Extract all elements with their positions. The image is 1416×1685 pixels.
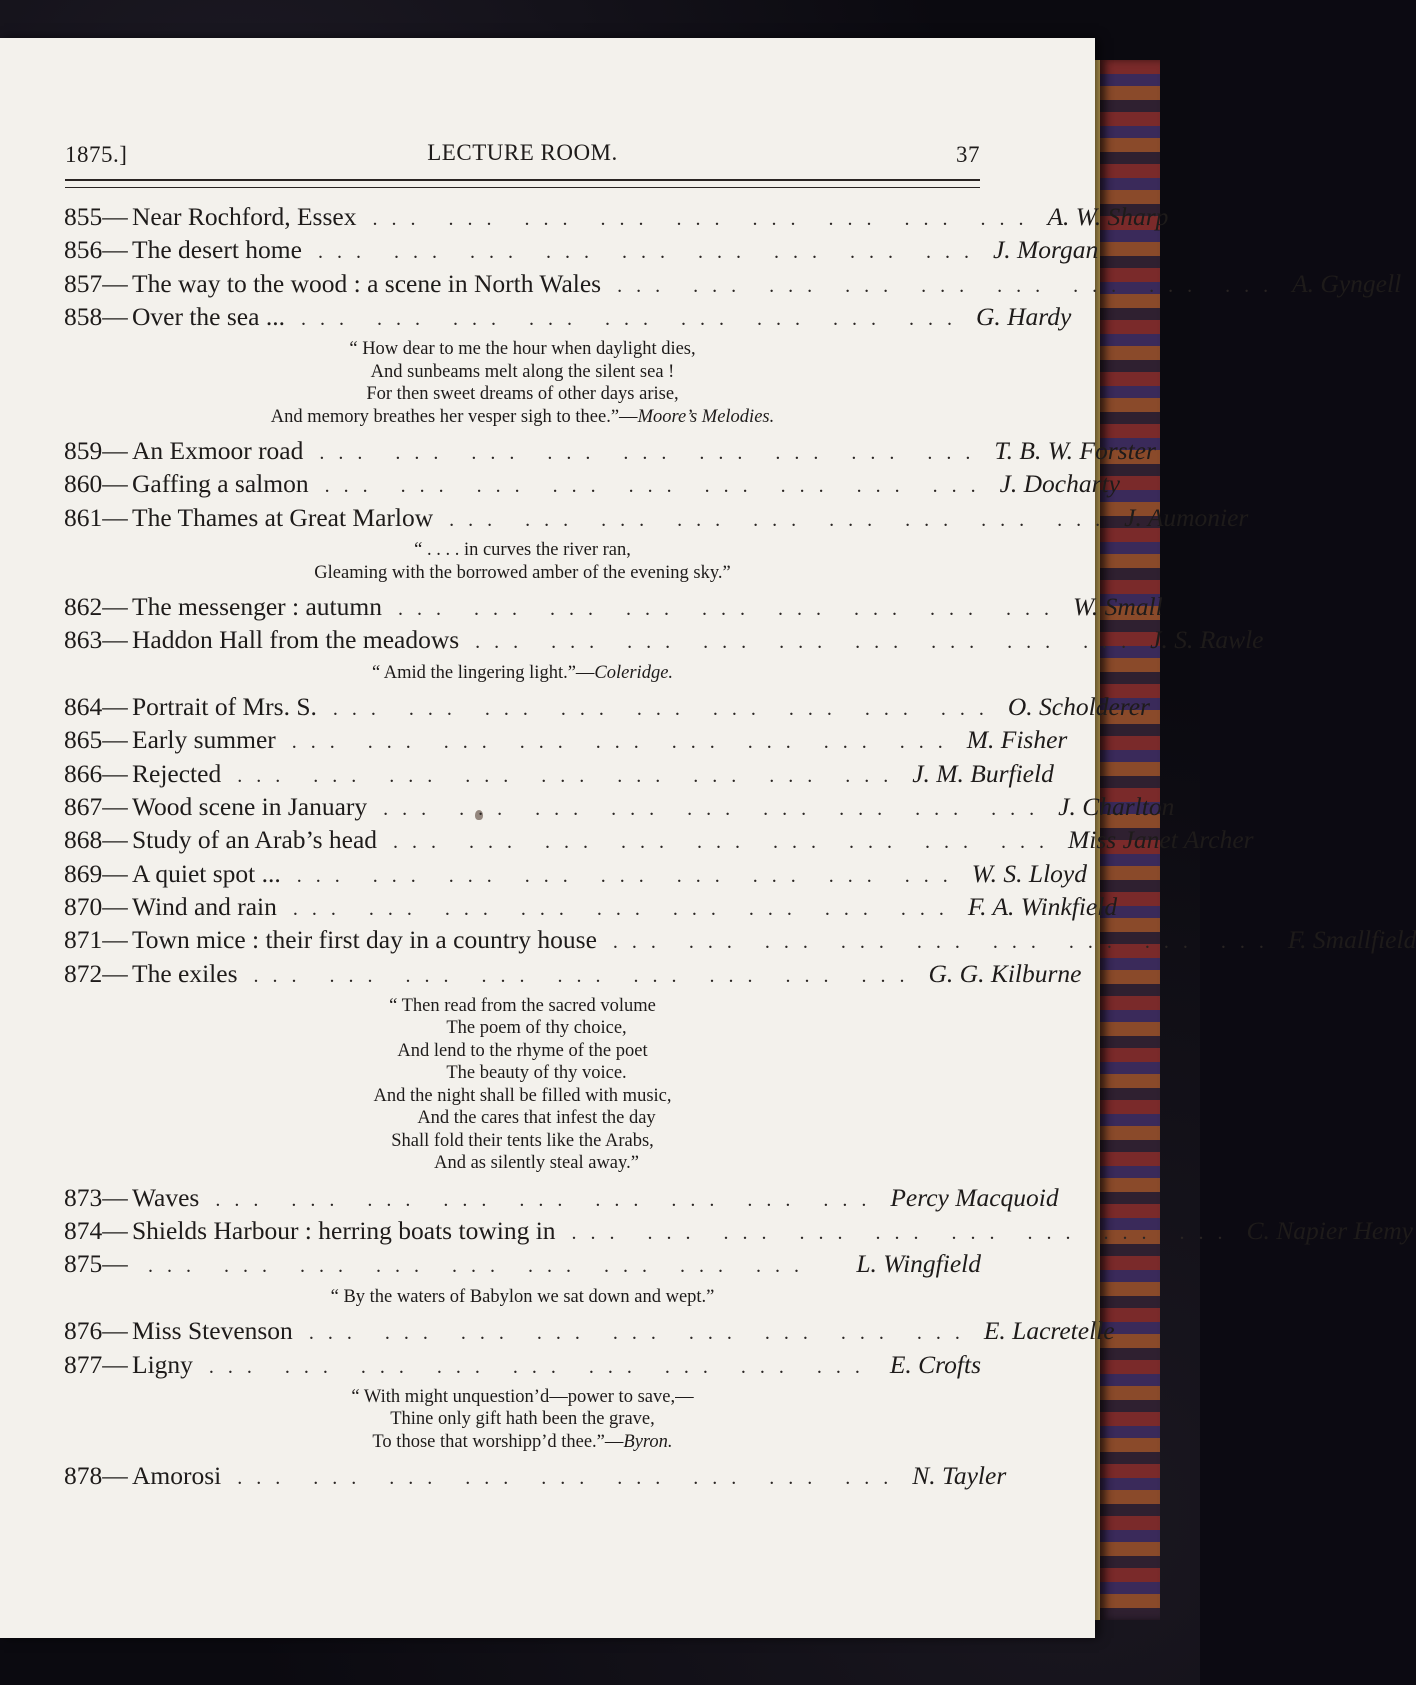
leader-dots: ... ... ... ... ... ... ... ... ... bbox=[475, 631, 1141, 654]
leader-dots: ... ... ... ... ... ... ... ... ... bbox=[208, 1355, 874, 1378]
leader-dots: ... ... ... ... ... ... ... ... ... bbox=[332, 698, 998, 721]
entry-artist: J. Aumonier bbox=[1124, 502, 1249, 532]
entry-number: 865— bbox=[64, 725, 128, 755]
entry-artist: A. Gyngell bbox=[1292, 268, 1402, 298]
entry-title: Over the sea ... bbox=[132, 301, 285, 331]
entry-title: Ligny bbox=[132, 1349, 193, 1379]
running-header bbox=[65, 134, 980, 174]
catalogue-entry bbox=[64, 300, 1072, 333]
entry-number: 867— bbox=[64, 792, 128, 822]
epigraph-quote bbox=[64, 539, 981, 584]
entry-number: 860— bbox=[64, 469, 128, 499]
entry-number: 856— bbox=[64, 235, 128, 265]
entry-artist: O. Scholderer bbox=[1007, 692, 1150, 722]
catalogue-entry bbox=[64, 1348, 981, 1381]
entry-number: 878— bbox=[64, 1461, 128, 1491]
entry-number: 855— bbox=[64, 202, 128, 231]
catalogue-entry bbox=[64, 1247, 981, 1280]
leader-dots: ... ... ... ... ... ... ... ... ... bbox=[383, 798, 1049, 821]
catalogue-entry bbox=[64, 1459, 1007, 1492]
quote-text: And memory breathes her vesper sigh to thee.”— bbox=[270, 406, 638, 427]
quote-text: For then sweet dreams of other days arise, bbox=[366, 384, 679, 405]
entry-artist: E. Lacretelle bbox=[983, 1316, 1115, 1346]
entry-number: 859— bbox=[64, 436, 128, 466]
leader-dots: ... ... ... ... ... ... ... ... ... bbox=[324, 475, 990, 498]
entry-artist: W. Small bbox=[1072, 592, 1163, 622]
quote-line bbox=[64, 1431, 981, 1454]
entry-title: Shields Harbour : herring boats towing in bbox=[132, 1216, 556, 1246]
entry-title: The messenger : autumn bbox=[132, 592, 382, 622]
quote-line bbox=[64, 338, 981, 361]
entry-title: A quiet spot ... bbox=[132, 858, 281, 888]
catalogue-entry bbox=[64, 233, 1099, 266]
entry-number: 873— bbox=[64, 1182, 128, 1212]
epigraph-quote bbox=[64, 1386, 981, 1454]
entry-title: Wood scene in January bbox=[132, 792, 368, 822]
epigraph-quote bbox=[64, 338, 981, 428]
quote-text: And the night shall be filled with music, bbox=[373, 1085, 672, 1106]
entry-number: 876— bbox=[64, 1316, 128, 1346]
entry-number: 877— bbox=[64, 1349, 128, 1379]
catalogue-entry bbox=[64, 467, 1120, 500]
quote-text: To those that worshipp’d thee.”— bbox=[372, 1431, 624, 1452]
entry-artist: F. A. Winkfield bbox=[967, 891, 1118, 921]
entry-number: 858— bbox=[64, 301, 128, 331]
catalogue-entry bbox=[64, 623, 1264, 656]
catalogue-entry bbox=[64, 267, 1402, 300]
quote-line bbox=[64, 1152, 981, 1175]
entry-artist: G. Hardy bbox=[975, 301, 1072, 331]
catalogue-entry bbox=[64, 923, 1416, 956]
leader-dots: ... ... ... ... ... ... ... ... ... bbox=[397, 598, 1063, 621]
entry-number: 861— bbox=[64, 502, 128, 532]
entry-artist: J. M. Burfield bbox=[912, 758, 1054, 788]
entry-title: Study of an Arab’s head bbox=[132, 825, 378, 855]
leader-dots: ... ... ... ... ... ... ... ... ... bbox=[372, 208, 1038, 230]
entry-number: 874— bbox=[64, 1216, 128, 1246]
page-number: 37 bbox=[956, 142, 980, 167]
entry-artist: L. Wingfield bbox=[856, 1249, 981, 1279]
entry-artist: J. Charlton bbox=[1058, 792, 1175, 822]
quote-text: “ Amid the lingering light.”— bbox=[371, 662, 595, 683]
entry-artist: N. Tayler bbox=[912, 1461, 1007, 1491]
entry-title: The Thames at Great Marlow bbox=[132, 502, 434, 532]
entry-artist: E. Crofts bbox=[889, 1349, 981, 1379]
leader-dots: ... ... ... ... ... ... ... ... ... bbox=[292, 897, 958, 920]
catalogue-entry bbox=[64, 857, 1088, 890]
catalogue-entry bbox=[64, 590, 1163, 623]
quote-text: “ . . . . in curves the river ran, bbox=[414, 540, 631, 561]
quote-text: And lend to the rhyme of the poet bbox=[397, 1040, 648, 1061]
entry-title: Gaffing a salmon bbox=[132, 469, 309, 499]
catalogue-entry bbox=[64, 200, 1169, 233]
leader-dots: ... ... ... ... ... ... ... ... ... bbox=[617, 274, 1283, 297]
leader-dots: ... ... ... ... ... ... ... ... ... bbox=[215, 1188, 881, 1211]
entry-title: The desert home bbox=[132, 235, 302, 265]
entry-artist: F. Smallfield bbox=[1287, 925, 1416, 955]
quote-line bbox=[64, 1040, 981, 1063]
catalogue-entry bbox=[64, 434, 1156, 467]
leader-dots: ... ... ... ... ... ... ... ... ... bbox=[571, 1222, 1237, 1245]
quote-line bbox=[64, 406, 981, 429]
catalogue-entry bbox=[64, 1181, 1059, 1214]
entry-title: Portrait of Mrs. S. bbox=[132, 692, 317, 722]
entry-title: The exiles bbox=[132, 958, 238, 988]
catalogue-entry bbox=[64, 823, 1254, 856]
epigraph-quote bbox=[64, 1286, 981, 1309]
quote-line bbox=[64, 1062, 981, 1085]
entry-title: Amorosi bbox=[132, 1461, 222, 1491]
entry-number: 871— bbox=[64, 925, 128, 955]
entry-number: 870— bbox=[64, 891, 128, 921]
entry-title: Miss Stevenson bbox=[132, 1316, 293, 1346]
quote-text: Gleaming with the borrowed amber of the evening sky.” bbox=[314, 562, 731, 583]
entry-number: 868— bbox=[64, 825, 128, 855]
entry-title: Haddon Hall from the meadows bbox=[132, 625, 460, 655]
entry-artist: J. Morgan bbox=[992, 235, 1099, 265]
header-year: 1875.] bbox=[65, 142, 128, 167]
entry-artist: C. Napier Hemy bbox=[1246, 1216, 1413, 1246]
entry-number: 863— bbox=[64, 625, 128, 655]
quote-line bbox=[64, 1386, 981, 1409]
quote-text: Shall fold their tents like the Arabs, bbox=[391, 1130, 654, 1151]
entry-artist: A. W. Sharp bbox=[1047, 202, 1169, 231]
catalogue-entry bbox=[64, 957, 1082, 990]
entry-number: 869— bbox=[64, 858, 128, 888]
leader-dots: ... ... ... ... ... ... ... ... ... bbox=[296, 864, 962, 887]
entry-title: The way to the wood : a scene in North Wales bbox=[132, 268, 602, 298]
entry-number: 875— bbox=[64, 1249, 128, 1279]
quote-citation: Byron. bbox=[623, 1431, 673, 1452]
entry-artist: Miss Janet Archer bbox=[1068, 825, 1254, 855]
quote-line bbox=[64, 383, 981, 406]
leader-dots: ... ... ... ... ... ... ... ... ... bbox=[319, 442, 985, 465]
quote-citation: Moore’s Melodies. bbox=[637, 406, 775, 427]
leader-dots: ... ... ... ... ... ... ... ... ... bbox=[300, 307, 966, 330]
entry-title: An Exmoor road bbox=[132, 436, 304, 466]
entry-title: Wind and rain bbox=[132, 891, 277, 921]
entry-artist: J. S. Rawle bbox=[1150, 625, 1264, 655]
quote-line bbox=[64, 1286, 981, 1309]
catalogue-entry bbox=[64, 890, 1118, 923]
entry-title: Early summer bbox=[132, 725, 276, 755]
leader-dots: ... ... ... ... ... ... ... ... ... bbox=[253, 964, 919, 987]
quote-line bbox=[64, 1085, 981, 1108]
quote-text: “ With might unquestion’d—power to save,— bbox=[351, 1386, 694, 1407]
catalogue-page bbox=[0, 38, 1416, 1638]
entry-artist: T. B. W. Forster bbox=[994, 436, 1156, 466]
quote-line bbox=[64, 562, 981, 585]
quote-line bbox=[64, 1107, 981, 1130]
quote-citation: Coleridge. bbox=[594, 662, 674, 683]
catalogue-list bbox=[64, 200, 1416, 1493]
catalogue-entry bbox=[64, 790, 1175, 823]
quote-line bbox=[64, 1017, 981, 1040]
leader-dots: ... ... ... ... ... ... ... ... ... bbox=[317, 241, 983, 264]
entry-title: Town mice : their first day in a country house bbox=[132, 925, 597, 955]
entry-title: Near Rochford, Essex bbox=[132, 202, 357, 231]
quote-line bbox=[64, 1130, 981, 1153]
entry-number: 866— bbox=[64, 758, 128, 788]
quote-text: “ How dear to me the hour when daylight dies, bbox=[349, 339, 696, 360]
quote-text: “ Then read from the sacred volume bbox=[389, 995, 656, 1016]
quote-text: And the cares that infest the day bbox=[417, 1108, 656, 1129]
epigraph-quote bbox=[64, 995, 981, 1175]
entry-number: 857— bbox=[64, 268, 128, 298]
entry-artist: J. Docharty bbox=[999, 469, 1120, 499]
leader-dots: ... ... ... ... ... ... ... ... ... bbox=[237, 1467, 903, 1490]
header-rule bbox=[65, 179, 980, 188]
quote-text: And sunbeams melt along the silent sea ! bbox=[370, 361, 675, 382]
quote-line bbox=[64, 662, 981, 685]
entry-artist: W. S. Lloyd bbox=[971, 858, 1088, 888]
quote-line bbox=[64, 361, 981, 384]
leader-dots: ... ... ... ... ... ... ... ... ... bbox=[612, 931, 1278, 954]
entry-title: Waves bbox=[132, 1182, 200, 1212]
catalogue-entry bbox=[64, 1214, 1413, 1247]
quote-line bbox=[64, 539, 981, 562]
catalogue-entry bbox=[64, 501, 1249, 534]
entry-number: 872— bbox=[64, 958, 128, 988]
catalogue-entry bbox=[64, 1314, 1115, 1347]
quote-text: Thine only gift hath been the grave, bbox=[390, 1409, 655, 1430]
catalogue-entry bbox=[64, 690, 1150, 723]
leader-dots: ... ... ... ... ... ... ... ... ... bbox=[148, 1255, 813, 1278]
quote-line bbox=[64, 995, 981, 1018]
entry-number: 864— bbox=[64, 692, 128, 722]
leader-dots: ... ... ... ... ... ... ... ... ... bbox=[449, 508, 1115, 531]
quote-text: The poem of thy choice, bbox=[446, 1018, 627, 1039]
entry-artist: G. G. Kilburne bbox=[928, 958, 1082, 988]
entry-title: Rejected bbox=[132, 758, 222, 788]
quote-text: “ By the waters of Babylon we sat down and wept.” bbox=[330, 1286, 715, 1307]
header-title: LECTURE ROOM. bbox=[427, 140, 618, 165]
quote-line bbox=[64, 1408, 981, 1431]
entry-artist: Percy Macquoid bbox=[890, 1182, 1059, 1212]
catalogue-entry bbox=[64, 723, 1068, 756]
leader-dots: ... ... ... ... ... ... ... ... ... bbox=[308, 1322, 974, 1345]
leader-dots: ... ... ... ... ... ... ... ... ... bbox=[237, 764, 903, 787]
leader-dots: ... ... ... ... ... ... ... ... ... bbox=[291, 731, 957, 754]
leader-dots: ... ... ... ... ... ... ... ... ... bbox=[393, 831, 1059, 854]
quote-text: And as silently steal away.” bbox=[434, 1153, 639, 1174]
entry-artist: M. Fisher bbox=[966, 725, 1068, 755]
quote-text: The beauty of thy voice. bbox=[446, 1063, 627, 1084]
entry-number: 862— bbox=[64, 592, 128, 622]
epigraph-quote bbox=[64, 662, 981, 685]
catalogue-entry bbox=[64, 757, 1054, 790]
